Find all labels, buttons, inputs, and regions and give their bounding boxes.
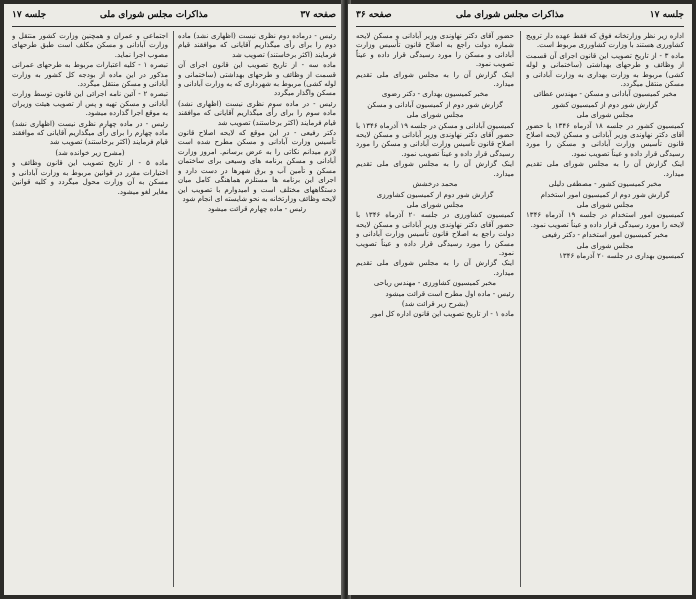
right-page-session: جلسه ۱۷ <box>649 10 684 20</box>
paragraph: رئیس - درماده دوم نظری نیست (اظهاری نشد) ماده دوم را برای رأی میگذاریم آقایانی که موافقند قیام فرمایند (اکثر برخاستند) تصویب شد <box>178 31 336 59</box>
paragraph: کمیسیون کشاورزی در جلسه ۲۰ آذرماه ۱۳۴۶ با حضور آقای دکتر نهاوندی وزیر آبادانی و مسکن لایحه دولت راجع به اصلاح قانون تأسیس وزارت آبادانی و مسکن را مورد رسیدگی قرار داده و عیناً تصویب نمود. <box>356 210 514 257</box>
left-page-session: جلسه ۱۷ <box>12 10 47 20</box>
right-page-number: صفحه ۳۶ <box>356 10 392 20</box>
paragraph: (بشرح زیر قرائت شد) <box>401 298 469 308</box>
left-page <box>4 4 344 595</box>
paragraph: کمیسیون کشور در جلسه ۱۸ آذرماه ۱۳۴۶ با حضور آقای دکتر نهاوندی وزیر آبادانی و مسکن لایحه اصلاح قانون تأسیس وزارت آبادانی و مسکن را مورد رسیدگی قرار داده و عیناً تصویب نمود. <box>526 120 684 158</box>
paragraph: کمیسیون آبادانی و مسکن در جلسه ۱۹ آذرماه ۱۳۴۶ با حضور آقای دکتر نهاوندی وزیر آبادانی و مسکن لایحه اصلاح قانون تأسیس وزارت آبادانی و مسکن را مورد رسیدگی قرار داده و عیناً تصویب نمود. <box>356 120 514 158</box>
paragraph: گزارش شور دوم از کمیسیون آبادانی و مسکن <box>367 99 503 109</box>
paragraph: ماده سه - از تاریخ تصویب این قانون اجرای آن قسمت از وظائف و طرحهای بهداشتی (ساختمانی و لوله کشی) مربوط به شهرداری که به وزارت آبادانی و مسکن واگذار میگردد <box>178 60 336 98</box>
paragraph: مجلس شورای ملی <box>576 199 634 209</box>
paragraph: مجلس شورای ملی <box>406 199 464 209</box>
paragraph: مخبر کمیسیون آبادانی و مسکن - مهندس عطائی <box>533 89 677 99</box>
paragraph: مجلس شورای ملی <box>576 110 634 120</box>
left-page-column-left <box>12 31 168 587</box>
paragraph: اینک گزارش آن را به مجلس شورای ملی تقدیم میدارد. <box>526 159 684 178</box>
left-column-divider <box>173 31 174 587</box>
paragraph: مخبر کمیسیون کشاورزی - مهندس ریاحی <box>373 278 497 288</box>
paragraph: مجلس شورای ملی <box>406 110 464 120</box>
paragraph: رئیس - ماده اول مطرح است قرائت میشود <box>385 288 514 298</box>
right-header-rule <box>356 26 684 27</box>
paragraph: تبصره ۱ - کلیه اعتبارات مربوط به طرحهای عمرانی مذکور در این ماده از بودجه کل کشور به وزارت آبادانی و مسکن منتقل میگردد. <box>12 60 168 89</box>
left-page-number: صفحه ۳۷ <box>300 10 336 20</box>
paragraph: اینک گزارش آن را به مجلس شورای ملی تقدیم میدارد. <box>356 159 514 178</box>
paragraph: کمیسیون بهداری در جلسه ۲۰ آذرماه ۱۳۴۶ <box>559 250 684 260</box>
right-page-header <box>356 10 684 26</box>
paragraph: دکتر رفیعی - در این موقع که لایحه اصلاح قانون تأسیس وزارت آبادانی و مسکن مطرح شده است لازم میدانم نکاتی را به عرض برسانم. امروز وزارت آبادانی و مسکن برنامه های وسیعی برای ساختمان مسکن و تأمین آب و برق شهرها در دست دارد و اجرای این برنامه ها مستلزم هماهنگی کامل میان دستگاههای مختلف است و امیدوارم با تصویب این لایحه وظائف وزارتخانه به نحو شایسته ای انجام شود <box>178 128 336 203</box>
paragraph: اینک گزارش آن را به مجلس شورای ملی تقدیم میدارد. <box>356 258 514 277</box>
paragraph: مجلس شورای ملی <box>576 240 634 250</box>
left-header-rule <box>12 26 336 27</box>
paragraph: مخبر کمیسیون کشور - مصطفی دلیلی <box>548 179 662 189</box>
paragraph: مخبر کمیسیون بهداری - دکتر رضوی <box>381 89 489 99</box>
right-page <box>348 4 692 595</box>
paragraph: رئیس - در ماده چهارم نظری نیست (اظهاری نشد) ماده چهارم را برای رأی میگذاریم آقایانی که موافقند قیام فرمایند (اکثر برخاستند) تصویب شد <box>12 118 168 147</box>
paragraph: اجتماعی و عمران و همچنین وزارت کشور منتقل و وزارت آبادانی و مسکن مکلف است طبق طرحهای مصوب اجرا نماید. <box>12 31 168 59</box>
paragraph: حضور آقای دکتر نهاوندی وزیر آبادانی و مسکن لایحه شماره دولت راجع به اصلاح قانون تأسیس وزارت آبادانی و مسکن را مورد رسیدگی قرار داده و عیناً تصویب نمود. <box>356 31 514 69</box>
right-column-divider <box>520 31 521 587</box>
paragraph: رئیس - ماده چهارم قرائت میشود <box>207 204 307 214</box>
left-page-column-right <box>178 31 336 587</box>
left-page-header <box>12 10 336 26</box>
paragraph: (مشرح زیر خوانده شد) <box>55 147 125 157</box>
paragraph: گزارش شور دوم از کمیسیون کشور <box>552 99 658 109</box>
paragraph: مخبر کمیسیون امور استخدام - دکتر رفیعی <box>542 230 668 240</box>
left-page-title: مذاکرات مجلس شورای ملی <box>99 10 208 20</box>
paragraph: محمد درخشش <box>412 179 458 189</box>
paragraph: گزارش شور دوم از کمیسیون کشاورزی <box>376 189 494 199</box>
paragraph: رئیس - در ماده سوم نظری نیست (اظهاری نشد) ماده سوم را برای رأی میگذاریم آقایانی که موافقند قیام فرمایند (اکثر برخاستند) تصویب شد <box>178 98 336 127</box>
right-page-column-right <box>526 31 684 587</box>
paragraph: کمیسیون امور استخدام در جلسه ۱۹ آذرماه ۱۳۴۶ لایحه را مورد رسیدگی قرار داده و عیناً تصویب نمود. <box>526 210 684 229</box>
paragraph: ماده ۱ - از تاریخ تصویب این قانون اداره کل امور <box>370 309 514 319</box>
right-page-title: مذاکرات مجلس شورای ملی <box>455 10 564 20</box>
paragraph: اداره زیر نظر وزارتخانه فوق که فقط عهده دار ترویج کشاورزی هستند با وزارت کشاورزی مربوط است. <box>526 31 684 50</box>
paragraph: گزارش شور دوم از کمیسیون امور استخدام <box>540 189 670 199</box>
paragraph: اینک گزارش آن را به مجلس شورای ملی تقدیم میدارد. <box>356 69 514 89</box>
right-page-column-left <box>356 31 514 587</box>
paragraph: ماده ۳ - از تاریخ تصویب این قانون اجرای آن قسمت از وظائف و طرحهای بهداشتی (ساختمانی و لوله کشی) مربوط به وزارت بهداری به وزارت آبادانی و مسکن منتقل میگردد. <box>526 50 684 89</box>
paragraph: تبصره ۲ - آئین نامه اجرائی این قانون توسط وزارت آبادانی و مسکن تهیه و پس از تصویب هیئت وزیران به موقع اجرا گذارده میشود. <box>12 89 168 118</box>
paragraph: ماده ۵ - از تاریخ تصویب این قانون وظائف و اختیارات مقرر در قوانین مربوط به وزارت آبادانی و مسکن به آن وزارت محول میگردد و کلیه قوانین مغایر لغو میشود. <box>12 158 168 196</box>
